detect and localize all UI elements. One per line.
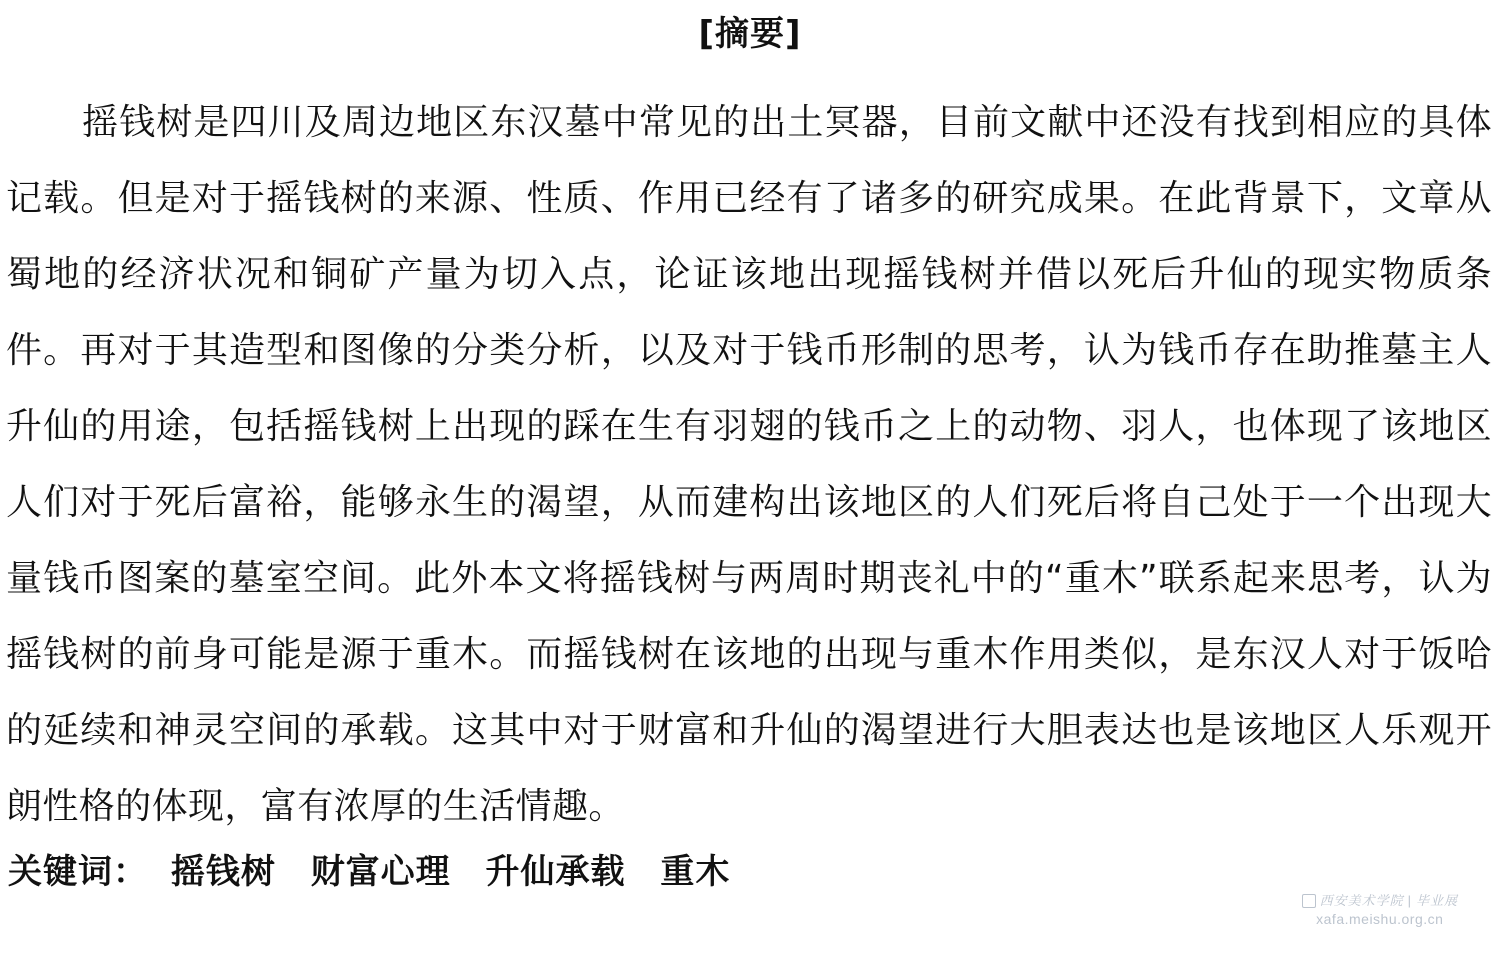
watermark-exhibition: 毕业展	[1415, 893, 1458, 908]
watermark-url: xafa.meishu.org.cn	[1316, 911, 1444, 927]
keyword-term: 财富心理	[310, 852, 451, 892]
keyword-term: 升仙承载	[485, 852, 626, 892]
abstract-heading: [摘要]	[698, 14, 802, 54]
site-watermark	[1302, 892, 1458, 928]
keywords-line	[8, 852, 752, 893]
school-logo-icon	[1302, 894, 1316, 908]
abstract-body: 摇钱树是四川及周边地区东汉墓中常见的出土冥器，目前文献中还没有找到相应的具体记载。但是对于摇钱树的来源、性质、作用已经有了诸多的研究成果。在此背景下，文章从蜀地的经济状况和铜矿产量为切入点，论证该地出现摇钱树并借以死后升仙的现实物质条件。再对于其造型和图像的分类分析，以及对于钱币形制的思考，认为钱币存在助推墓主人升仙的用途，包括摇钱树上出现的踩在生有羽翅的钱币之上的动物、羽人，也体现了该地区人们对于死后富裕，能够永生的渴望，从而建构出该地区的人们死后将自己处于一个出现大量钱币图案的墓室空间。此外本文将摇钱树与两周时期丧礼中的“重木”联系起来思考，认为摇钱树的前身可能是源于重木。而摇钱树在该地的出现与重木作用类似，是东汉人对于饭哈的延续和神灵空间的承载。这其中对于财富和升仙的渴望进行大胆表达也是该地区人乐观开朗性格的体现，富有浓厚的生活情趣。	[6, 102, 1492, 827]
keywords-label: 关键词：	[8, 852, 148, 892]
keyword-term: 摇钱树	[170, 852, 276, 892]
keyword-term: 重木	[660, 852, 731, 892]
watermark-separator: |	[1407, 893, 1412, 908]
watermark-site-name: 西安美术学院	[1319, 893, 1404, 908]
watermark-title	[1302, 892, 1458, 910]
